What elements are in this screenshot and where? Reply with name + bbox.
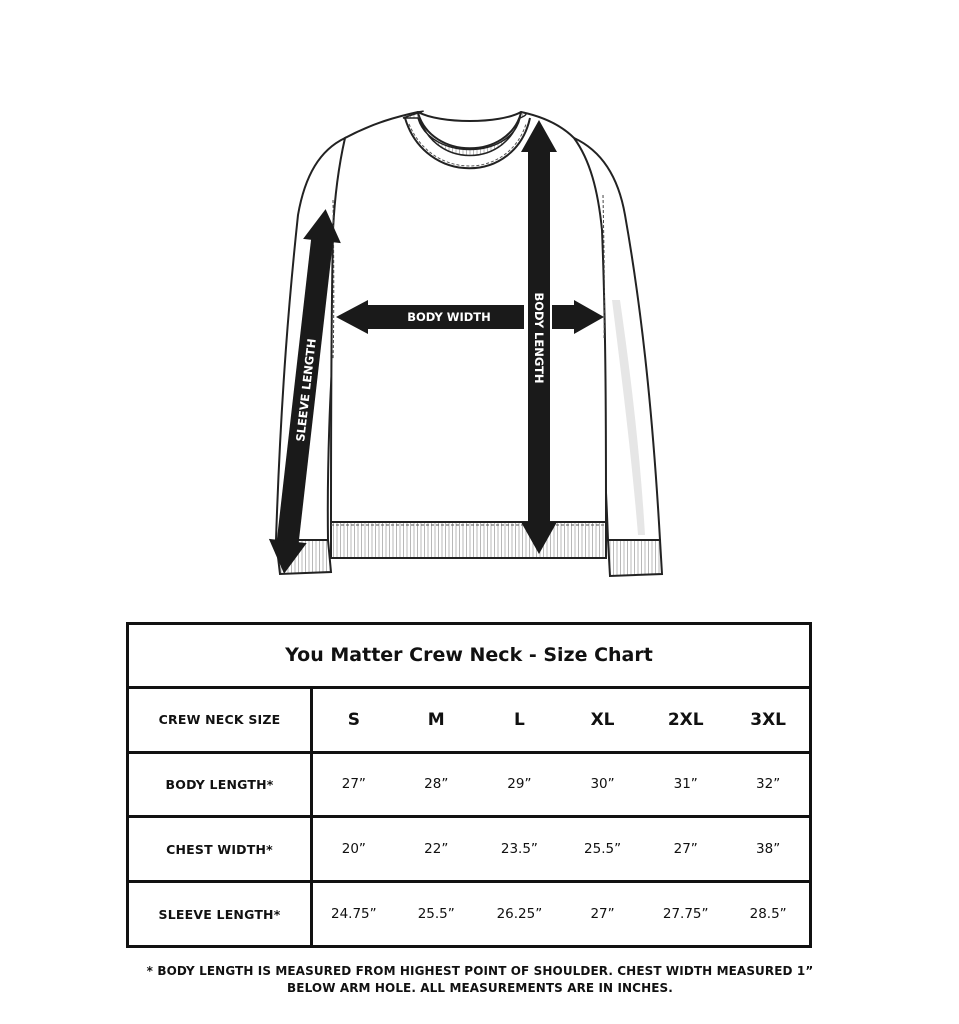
table-cell: 27” xyxy=(644,817,727,882)
size-xl: XL xyxy=(561,687,644,752)
right-cuff xyxy=(608,540,662,576)
table-cell: 25.5” xyxy=(395,882,478,947)
row-label-body-length: BODY LENGTH* xyxy=(128,752,312,817)
footnote-line-1: * BODY LENGTH IS MEASURED FROM HIGHEST POINT OF SHOULDER. CHEST WIDTH MEASURED 1” xyxy=(146,964,814,978)
table-cell: 27” xyxy=(561,882,644,947)
table-cell: 29” xyxy=(478,752,561,817)
footnote-line-2: BELOW ARM HOLE. ALL MEASUREMENTS ARE IN INCHES. xyxy=(287,981,673,995)
size-header-row xyxy=(128,687,811,752)
table-cell: 30” xyxy=(561,752,644,817)
table-cell: 25.5” xyxy=(561,817,644,882)
row-label-chest-width: CHEST WIDTH* xyxy=(128,817,312,882)
waistband xyxy=(331,522,606,558)
footnote xyxy=(120,963,840,997)
table-cell: 23.5” xyxy=(478,817,561,882)
table-title: You Matter Crew Neck - Size Chart xyxy=(128,624,811,688)
table-cell: 32” xyxy=(727,752,810,817)
table-row xyxy=(128,752,811,817)
sleeve-length-label: SLEEVE LENGTH xyxy=(293,337,319,443)
table-cell: 22” xyxy=(395,817,478,882)
body-length-label: BODY LENGTH xyxy=(532,292,546,384)
row-label-sleeve-length: SLEEVE LENGTH* xyxy=(128,882,312,947)
body-width-arrow xyxy=(336,300,604,334)
table-cell: 28” xyxy=(395,752,478,817)
table-cell: 31” xyxy=(644,752,727,817)
table-cell: 27” xyxy=(312,752,395,817)
size-s: S xyxy=(312,687,395,752)
size-header-label: CREW NECK SIZE xyxy=(128,687,312,752)
table-cell: 20” xyxy=(312,817,395,882)
table-cell: 24.75” xyxy=(312,882,395,947)
table-row xyxy=(128,882,811,947)
size-m: M xyxy=(395,687,478,752)
size-3xl: 3XL xyxy=(727,687,810,752)
table-cell: 27.75” xyxy=(644,882,727,947)
size-2xl: 2XL xyxy=(644,687,727,752)
size-chart-table xyxy=(126,622,812,948)
table-cell: 28.5” xyxy=(727,882,810,947)
table-row xyxy=(128,817,811,882)
body-width-label: BODY WIDTH xyxy=(407,310,491,324)
table-cell: 26.25” xyxy=(478,882,561,947)
size-l: L xyxy=(478,687,561,752)
table-cell: 38” xyxy=(727,817,810,882)
